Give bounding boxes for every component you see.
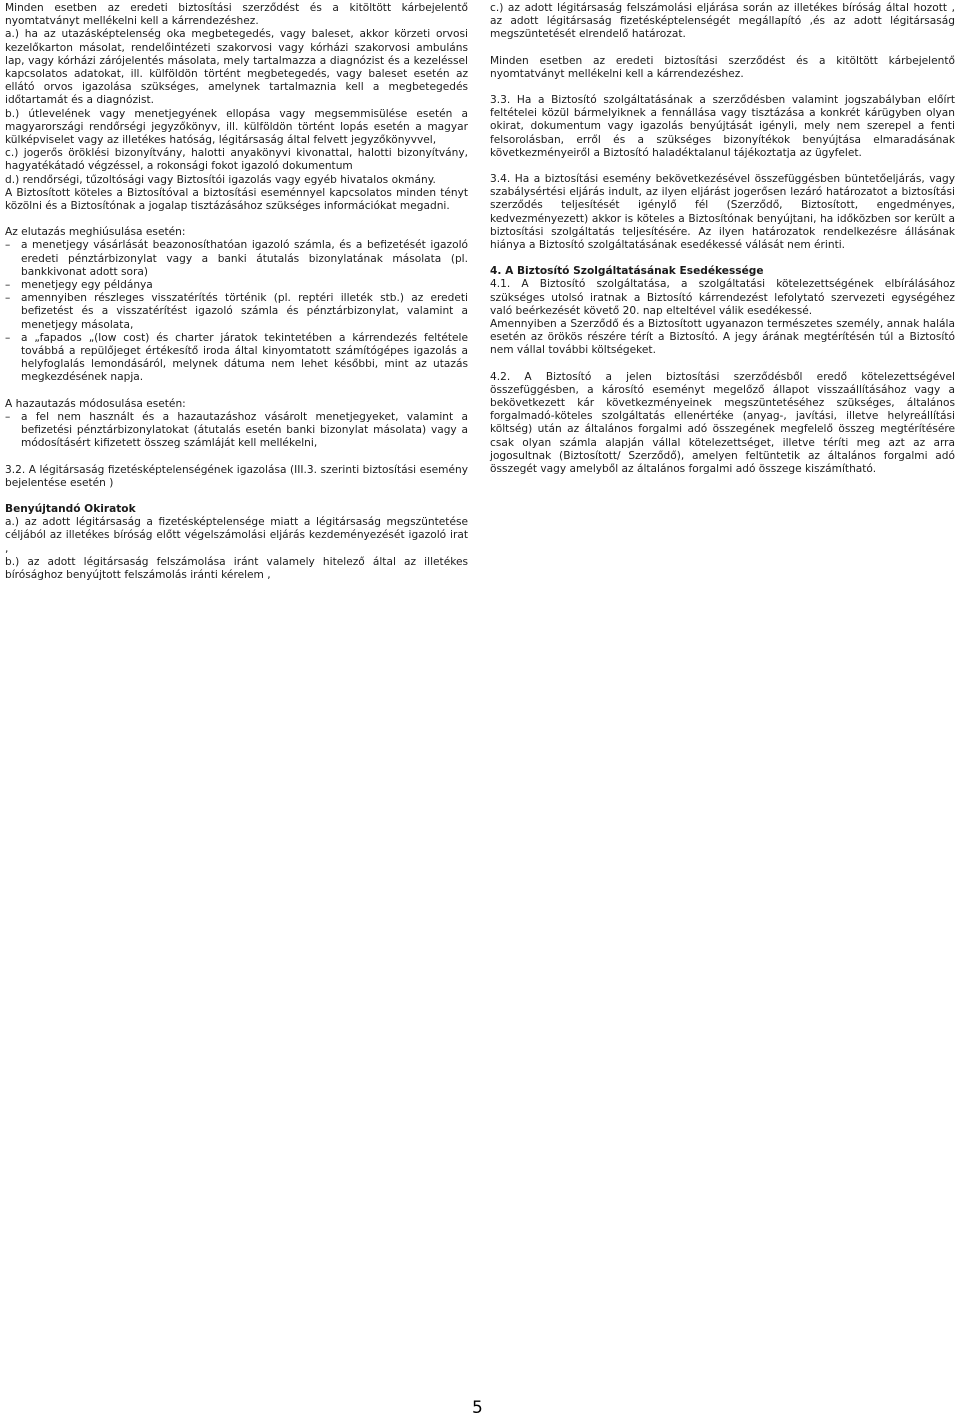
intro-paragraph: Minden esetben az eredeti biztosítási szerződést és a kitöltött kárbejelentő nyomtatványt mellékelni kell a kárrendezéshez. — [5, 2, 468, 28]
section-4-1: 4.1. A Biztosító szolgáltatása, a szolgáltatási kötelezettségének elbírálásához szükséges utolsó iratnak a Biztosító kárrendezést lefolytató szervezeti egységéhez való beérkezését követő 20. nap elteltével válik esedékessé. — [490, 278, 955, 317]
section-4-2: 4.2. A Biztosító a jelen biztosítási szerződésből eredő kötelezettségével összefüggésben, a károsító eseményt megelőző állapot visszaállításához vagy a bekövetkezett kár következményeinek megszüntetéséhez szükséges, általános forgalmadó-köteles szolgáltatás ellenértéke (anyag-, javítási, illetve helyreállítási költség) után az általános forgalmi adó összegének megfelelő összeg megtérítésére csak olyan számla alapján vállal kötelezettséget, illetve téríti meg azt az arra jogosultnak (Biztosított/ Szerződő), amelyen feltüntetik az általános forgalmi adó összegét vagy amelyből az általános forgalmi adó összege kiszámítható. — [490, 370, 955, 476]
attach-note: Minden esetben az eredeti biztosítási szerződést és a kitöltött kárbejelentő nyomtatványt mellékelni kell a kárrendezéshez. — [490, 54, 955, 80]
list-item: – amennyiben részleges visszatérítés történik (pl. reptéri illeték stb.) az eredeti befizetést és a visszatérítést igazoló számla és pénztárbizonylat, valamint a menetjegy másolata, — [5, 292, 468, 331]
failed-trip-heading: Az elutazás meghiúsulása esetén: — [5, 226, 186, 239]
item-b-paragraph: b.) útlevelének vagy menetjegyének ellopása vagy megsemmisülése esetén a magyarországi rendőrségi jegyzőkönyv, ill. külföldön történt lopás esetén a magyar külképviselet vagy az illetékes hatóság, légitársaság által felvett jegyzőkönyvvel, — [5, 107, 468, 147]
doc-c-paragraph: c.) az adott légitársaság felszámolási eljárása során az illetékes bíróság által hozott , az adott légitársaság fizetésképtelenségét megállapító ,és az adott légitársaság megszüntetését elrendelő határozat. — [490, 2, 955, 41]
list-item: – a „fapados „(low cost) és charter járatok tekintetében a kárrendezés feltétele továbbá a repülőjeget értékesítő iroda által kinyomtatott számítógépes igazolás a helyfoglalás lemondásáról, melynek dátuma nem lehet későbbi, mint az utazás megkezdésének napja. — [5, 331, 468, 384]
section-3-4: 3.4. Ha a biztosítási esemény bekövetkezésével összefüggésben büntetőeljárás, vagy szabálysértési eljárás indult, az ilyen eljárást jogerősen lezáró határozatot a biztosítási szerződés teljesítését igénylő fél (Szerződő, Biztosított, engedményes, kedvezményezett) akkor is köteles a Biztosítónak benyújtani, ha időközben sor került a biztosítási szolgáltatás teljesítésére. Az ilyen határozatok rendelkezésre állásának hiánya a Biztosító szolgáltatásának esedékessé válását nem érinti. — [490, 173, 955, 252]
page-number: 5 — [472, 1398, 483, 1418]
item-c-paragraph: c.) jogerős öröklési bizonyítvány, halotti anyakönyvi kivonattal, halotti bizonyítvány, hagyatékátadó végzéssel, a rokonsági fokot igazoló dokumentum — [5, 147, 468, 173]
documents-heading: Benyújtandó Okiratok — [5, 502, 136, 515]
doc-b-paragraph: b.) az adott légitársaság felszámolása iránt valamely hitelező által az illetékes bírósághoz benyújtott felszámolás iránti kérelem , — [5, 555, 468, 581]
left-column — [5, 2, 468, 582]
section-3-2: 3.2. A légitársaság fizetésképtelenségének igazolása (III.3. szerinti biztosítási esemény bejelentése esetén ) — [5, 463, 468, 489]
list-item: – a fel nem használt és a hazautazáshoz vásárolt menetjegyeket, valamint a befizetési pénztárbizonylatokat (átutalás esetén banki bizonylat másolata) vagy a módosításért kifizetett összeg számláját kell mellékelni, — [5, 410, 468, 450]
obligation-paragraph: A Biztosított köteles a Biztosítóval a biztosítási eseménnyel kapcsolatos minden tényt közölni és a Biztosítónak a jogalap tisztázásához szükséges információkat megadni. — [5, 186, 468, 213]
return-heading: A hazautazás módosulása esetén: — [5, 397, 186, 410]
section-4-1-b: Amennyiben a Szerződő és a Biztosított ugyanazon természetes személy, annak halála esetén az örökös részére térít a Biztosító. A jegy árának megtérítésén túl a Biztosító nem vállal további költségeket. — [490, 318, 955, 357]
right-column — [490, 2, 955, 476]
list-item: – menetjegy egy példánya — [5, 279, 153, 292]
doc-a-paragraph: a.) az adott légitársaság a fizetésképtelensége miatt a légitársaság megszüntetése céljából az illetékes bíróság előtt végelszámolási eljárás kezdeményezését igazoló irat , — [5, 516, 468, 555]
item-d-paragraph: d.) rendőrségi, tűzoltósági vagy Biztosítói igazolás vagy egyéb hivatalos okmány. — [5, 173, 436, 186]
section-4-heading: 4. A Biztosító Szolgáltatásának Esedékessége — [490, 265, 764, 278]
section-3-3: 3.3. Ha a Biztosító szolgáltatásának a szerződésben valamint jogszabályban előírt feltételei közül bármelyiknek a fennállása vagy tisztázása a konkrét kárügyben olyan okirat, dokumentum vagy igazolás benyújtását igényli, mely nem szerepel a fenti felsorolásban, erről és a szükséges bizonyítékok benyújtása elmaradásának következményeiről a Biztosító haladéktalanul tájékoztatja az ügyfelet. — [490, 94, 955, 159]
item-a-paragraph: a.) ha az utazásképtelenség oka megbetegedés, vagy baleset, akkor körzeti orvosi kezelőkarton másolat, rendelőintézeti szakorvosi vagy kórházi szakorvosi ambuláns lap, vagy kórházi zárójelentés másolata, mely tartalmazza a diagnózist és a kezeléssel kapcsolatos adatokat, ill. külföldön történt megbetegedés, vagy baleset esetén az ellátó orvos igazolása szükséges, amelynek tartalmaznia kell a megbetegedés időtartamát és a diagnózist. — [5, 28, 468, 107]
list-item: – a menetjegy vásárlását beazonosíthatóan igazoló számla, és a befizetését igazoló eredeti pénztárbizonylat vagy a banki átutalás bizonylatának másolata (pl. bankkivonat adott sora) — [5, 239, 468, 278]
